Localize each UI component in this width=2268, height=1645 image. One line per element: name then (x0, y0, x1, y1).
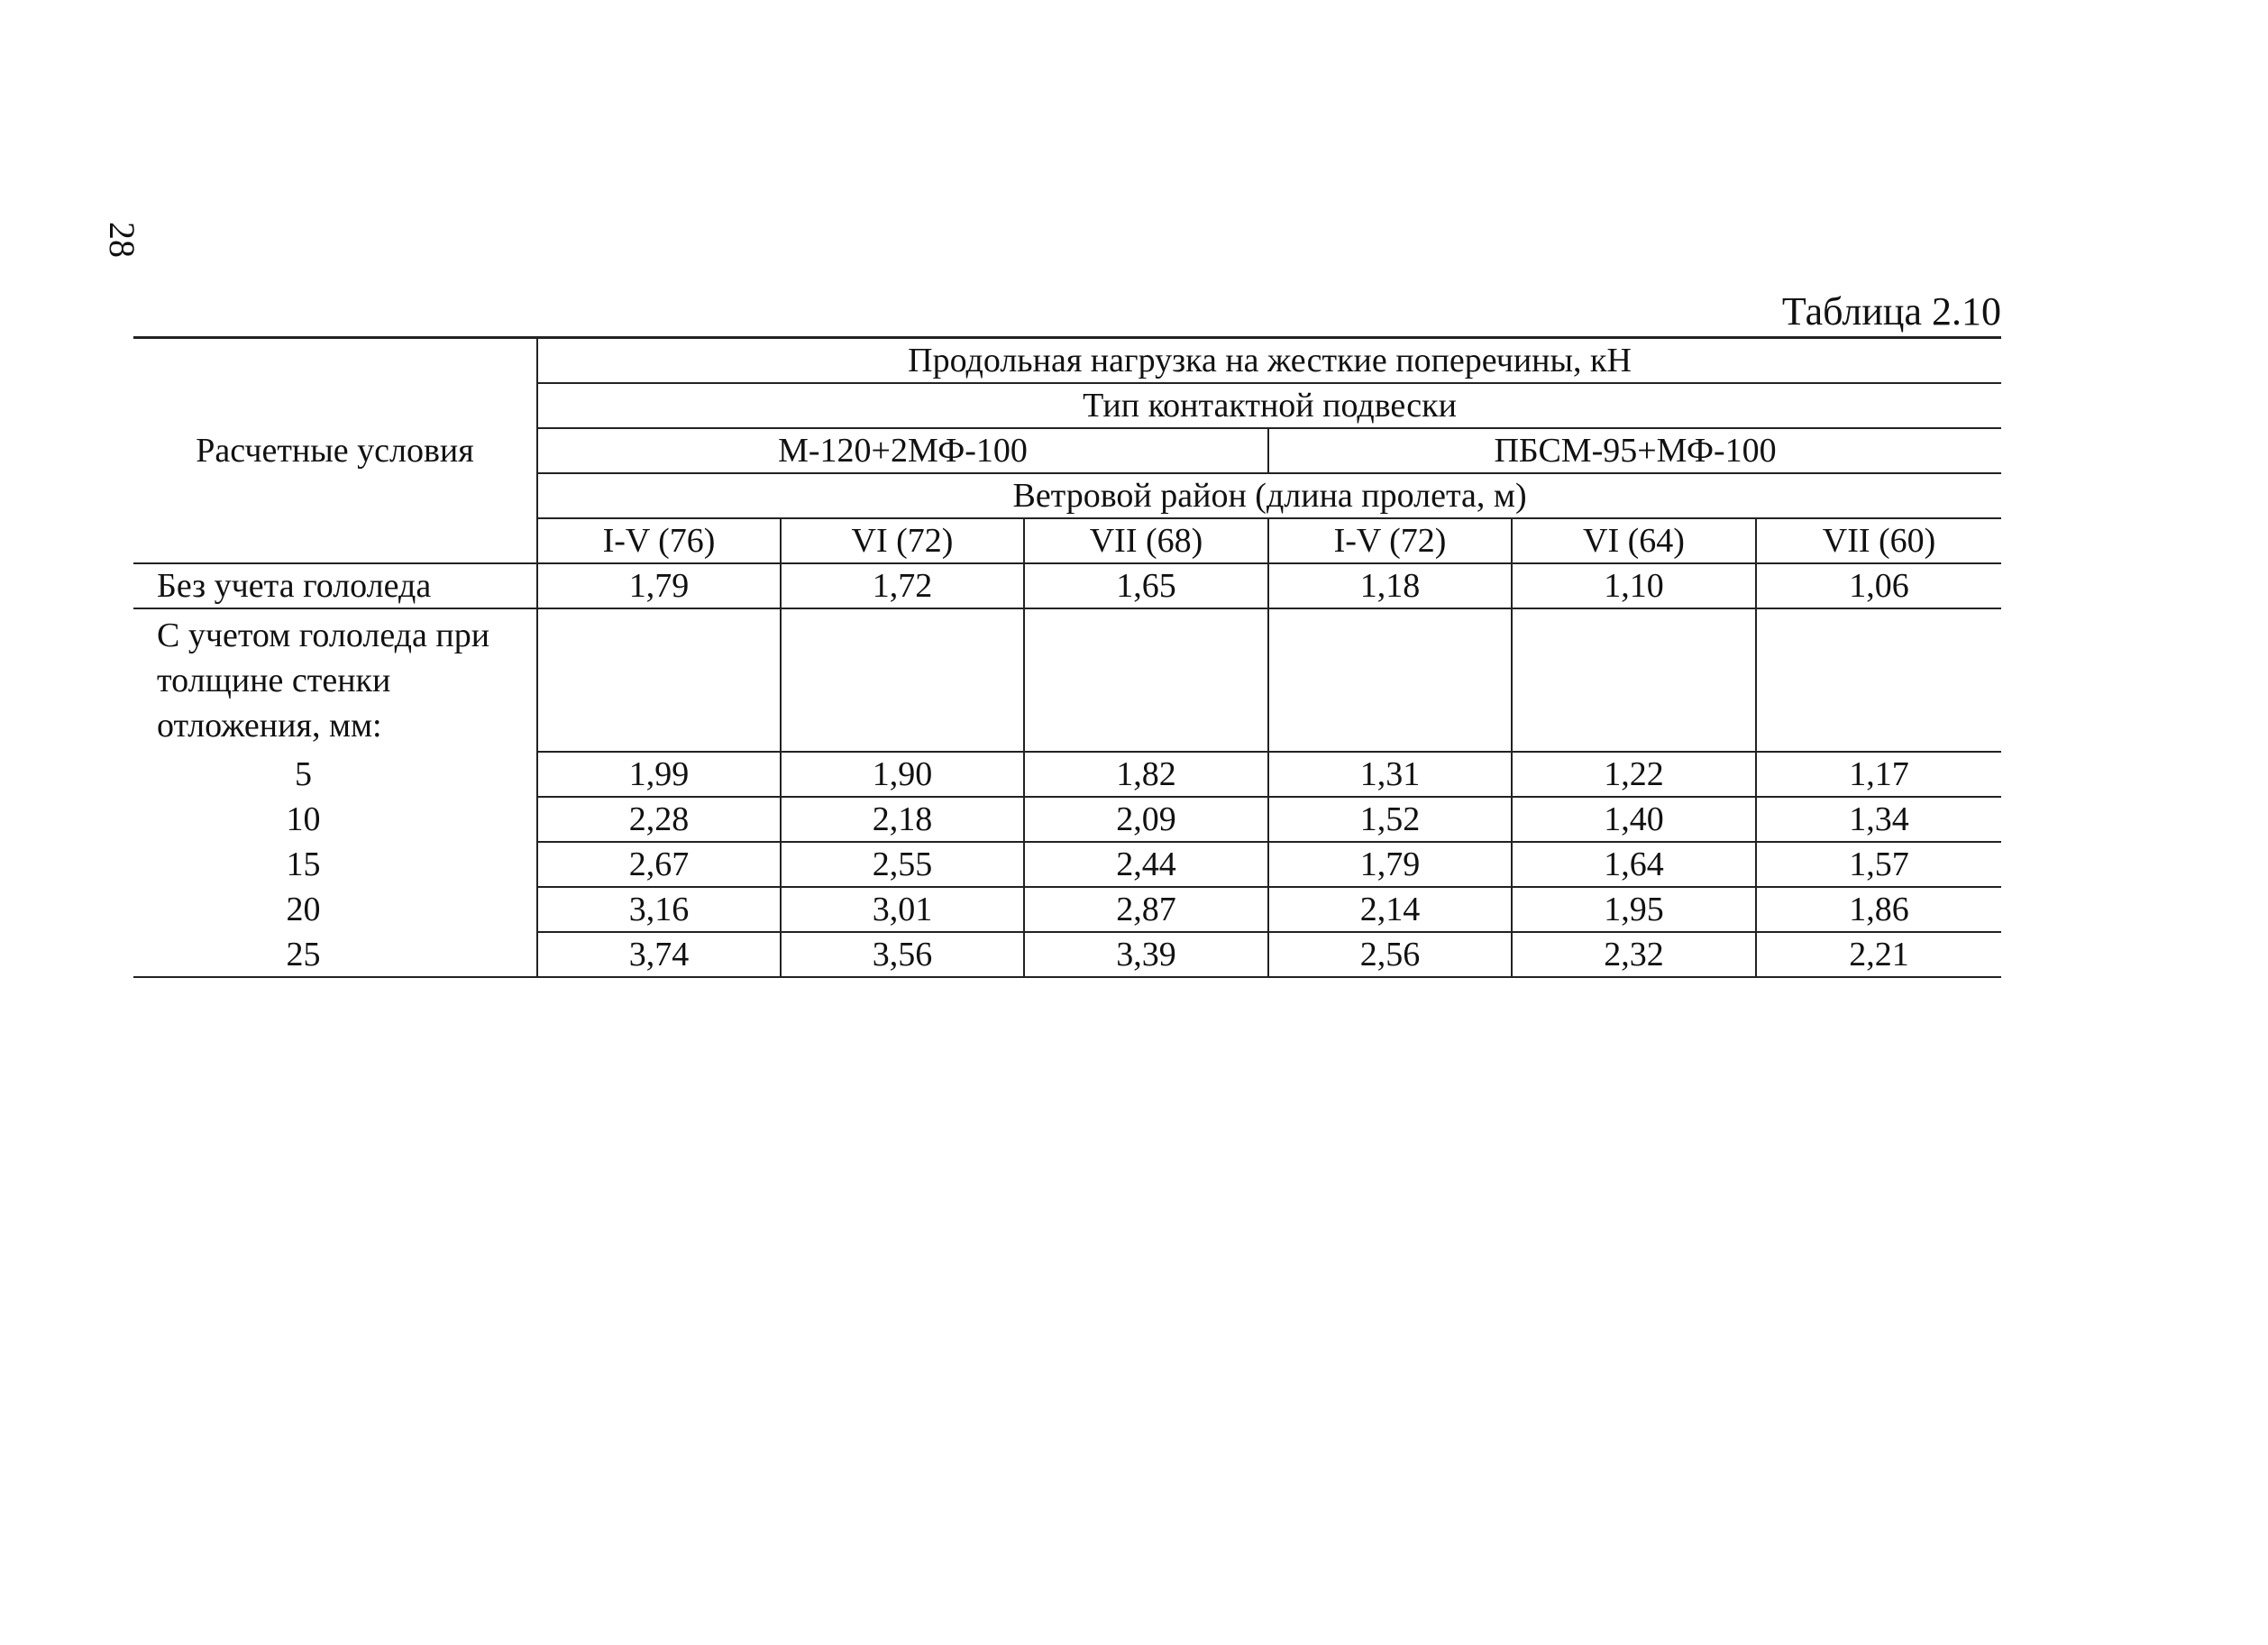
column-header: VII (68) (1024, 518, 1268, 563)
page-number: 28 (102, 222, 142, 258)
row-label: 10 (133, 797, 537, 842)
table-cell: 1,22 (1512, 752, 1756, 797)
table-cell: 1,18 (1268, 563, 1512, 608)
table-cell: 2,87 (1024, 887, 1268, 932)
table-cell: 1,82 (1024, 752, 1268, 797)
row-label: 5 (133, 752, 537, 797)
table-cell: 2,18 (781, 797, 1024, 842)
header-row-main (133, 338, 2001, 384)
table-cell (781, 608, 1024, 752)
ice-section-label: С учетом гололеда при толщине стенки отложения, мм: (133, 608, 537, 752)
table-cell: 2,56 (1268, 932, 1512, 977)
table-cell: 1,72 (781, 563, 1024, 608)
suspension-type-2: ПБСМ-95+МФ-100 (1268, 428, 2001, 473)
table-cell: 2,67 (537, 842, 781, 887)
table-cell: 1,90 (781, 752, 1024, 797)
table-cell: 1,64 (1512, 842, 1756, 887)
table-cell: 2,55 (781, 842, 1024, 887)
table-cell: 1,17 (1756, 752, 2001, 797)
conditions-header: Расчетные условия (133, 338, 537, 564)
table-cell (537, 608, 781, 752)
table-cell: 1,34 (1756, 797, 2001, 842)
row-label: 20 (133, 887, 537, 932)
table-row (133, 932, 2001, 977)
table-cell: 1,79 (537, 563, 781, 608)
table-cell (1512, 608, 1756, 752)
table-cell: 1,79 (1268, 842, 1512, 887)
table-cell: 3,74 (537, 932, 781, 977)
column-header: I-V (72) (1268, 518, 1512, 563)
table-cell: 1,31 (1268, 752, 1512, 797)
main-header: Продольная нагрузка на жесткие поперечины, кН (537, 338, 2001, 384)
table-cell: 2,44 (1024, 842, 1268, 887)
suspension-type-1: М-120+2МФ-100 (537, 428, 1268, 473)
table-row (133, 563, 2001, 608)
table-cell: 1,65 (1024, 563, 1268, 608)
table-cell: 3,39 (1024, 932, 1268, 977)
column-header: I-V (76) (537, 518, 781, 563)
table-cell: 1,95 (1512, 887, 1756, 932)
table-cell (1024, 608, 1268, 752)
table-cell: 2,32 (1512, 932, 1756, 977)
table-cell: 1,10 (1512, 563, 1756, 608)
table-cell (1268, 608, 1512, 752)
table-row (133, 842, 2001, 887)
table-cell (1756, 608, 2001, 752)
table-cell: 2,28 (537, 797, 781, 842)
suspension-type-header: Тип контактной подвески (537, 383, 2001, 428)
table-cell: 2,21 (1756, 932, 2001, 977)
load-table (133, 336, 2001, 978)
column-header: VI (72) (781, 518, 1024, 563)
table-row (133, 608, 2001, 752)
row-label: 15 (133, 842, 537, 887)
column-header: VI (64) (1512, 518, 1756, 563)
table-row (133, 887, 2001, 932)
table-cell: 2,14 (1268, 887, 1512, 932)
table-cell: 1,57 (1756, 842, 2001, 887)
table-row (133, 752, 2001, 797)
wind-region-header: Ветровой район (длина пролета, м) (537, 473, 2001, 518)
table-caption: Таблица 2.10 (1781, 289, 2001, 334)
table-cell: 1,06 (1756, 563, 2001, 608)
table-cell: 3,01 (781, 887, 1024, 932)
column-header: VII (60) (1756, 518, 2001, 563)
table-cell: 1,40 (1512, 797, 1756, 842)
table-cell: 1,99 (537, 752, 781, 797)
table-cell: 1,52 (1268, 797, 1512, 842)
table-cell: 1,86 (1756, 887, 2001, 932)
table-cell: 3,56 (781, 932, 1024, 977)
table-row (133, 797, 2001, 842)
row-label: Без учета гололеда (133, 563, 537, 608)
row-label: 25 (133, 932, 537, 977)
table-cell: 3,16 (537, 887, 781, 932)
table-cell: 2,09 (1024, 797, 1268, 842)
